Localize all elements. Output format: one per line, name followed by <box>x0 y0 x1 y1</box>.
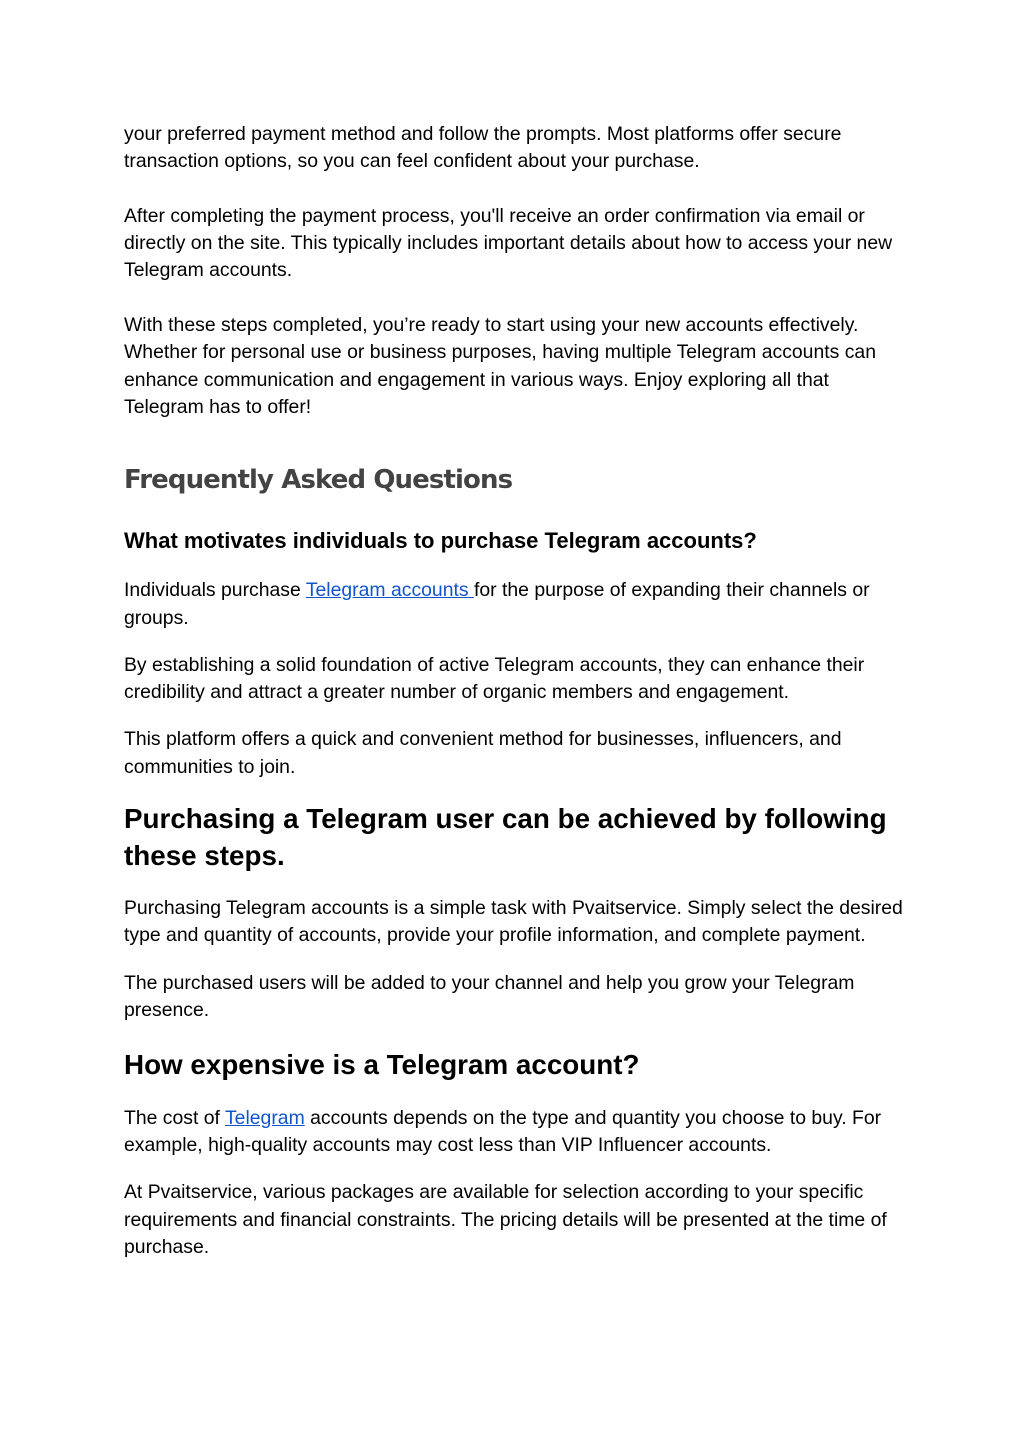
faq-answer-cost-1 <box>124 1105 904 1160</box>
answer-text: The cost of <box>124 1106 225 1129</box>
faq-answer-motivation-1 <box>124 577 904 632</box>
faq-answer-purchasing-1: Purchasing Telegram accounts is a simple task with Pvaitservice. Simply select the desired type and quantity of accounts, provide your profile information, and complete payment. <box>124 897 903 947</box>
intro-paragraph-payment: your preferred payment method and follow the prompts. Most platforms offer secure transaction options, so you can feel confident about your purchase. <box>124 123 842 173</box>
answer-text: accounts depends on the type and quantity you choose to buy. For example, high-quality accounts may cost less than VIP Influencer accounts. <box>124 1106 882 1157</box>
telegram-link[interactable]: Telegram <box>224 1106 305 1129</box>
faq-question-cost: How expensive is a Telegram account? <box>124 1049 640 1081</box>
faq-title: Frequently Asked Questions <box>124 465 513 496</box>
faq-answer-motivation-3: This platform offers a quick and convenient method for businesses, influencers, and communities to join. <box>124 728 842 778</box>
answer-text: for the purpose of expanding their channels or groups. <box>124 579 870 629</box>
intro-paragraph-confirmation: After completing the payment process, you'll receive an order confirmation via email or directly on the site. This typically includes important details about how to access your new Telegram accounts. <box>124 204 893 282</box>
faq-question-purchasing-steps: Purchasing a Telegram user can be achieved by following these steps. <box>124 803 887 871</box>
faq-question-motivation: What motivates individuals to purchase Telegram accounts? <box>124 528 757 554</box>
intro-paragraph-conclusion: With these steps completed, you’re ready to start using your new accounts effectively. Whether for personal use or business purposes, having multiple Telegram accounts can enhance communication and engagement in various ways. Enjoy exploring all that Telegram has to offer! <box>124 314 876 418</box>
answer-text: Individuals purchase <box>124 579 306 602</box>
faq-answer-purchasing-2: The purchased users will be added to your channel and help you grow your Telegram presence. <box>124 971 855 1021</box>
document-page <box>124 121 904 1261</box>
telegram-accounts-link[interactable]: Telegram accounts <box>305 579 474 602</box>
faq-answer-motivation-2: By establishing a solid foundation of active Telegram accounts, they can enhance their credibility and attract a greater number of organic members and engagement. <box>124 653 865 704</box>
faq-answer-cost-2: At Pvaitservice, various packages are available for selection according to your specific requirements and financial constraints. The pricing details will be presented at the time of purchase. <box>124 1181 887 1258</box>
